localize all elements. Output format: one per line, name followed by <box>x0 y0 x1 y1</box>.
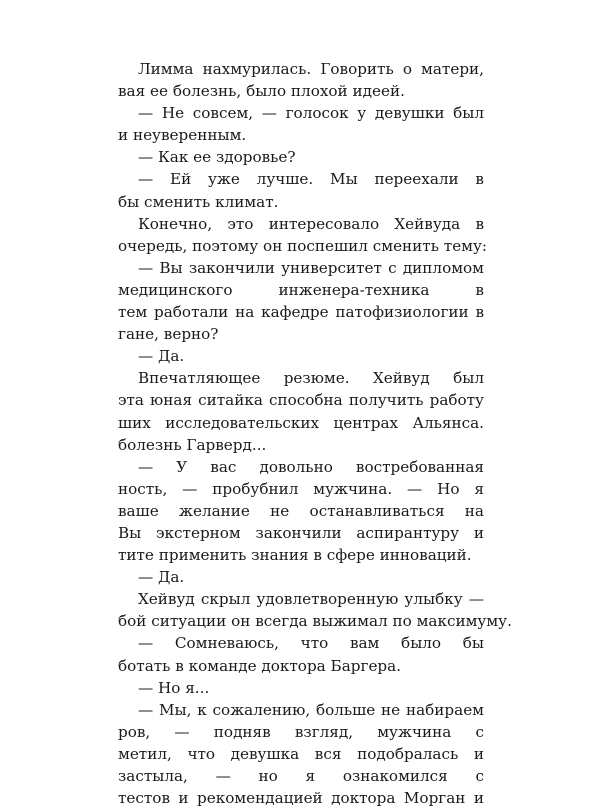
text-line: гане, верно? <box>118 325 219 344</box>
text-line: застыла, — но я ознакомился с <box>118 767 484 785</box>
text-line: ров, — подняв взгляд, мужчина с <box>118 722 484 741</box>
text-line: очередь, поэтому он поспешил сменить тему: <box>118 236 488 255</box>
text-line: ваше желание не останавливаться на <box>118 501 484 520</box>
text-line: Впечатляющее резюме. Хейвуд был <box>138 369 484 388</box>
text-line: — Сомневаюсь, что вам было бы <box>138 634 484 653</box>
text-line: Лимма нахмурилась. Говорить о матери, <box>138 60 484 78</box>
text-line: болезнь Гарверд... <box>118 435 267 454</box>
text-line: Хейвуд скрыл удовлетворенную улыбку — <box>138 590 484 609</box>
text-line: — Но я... <box>138 678 210 697</box>
text-line: Конечно, это интересовало Хейвуда в <box>138 214 484 233</box>
text-line: и неуверенным. <box>118 126 247 145</box>
text-line: тите применить знания в сфере инноваций. <box>118 546 472 565</box>
text-line: — Вы закончили университет с дипломом <box>138 258 484 277</box>
text-line: ботать в команде доктора Баргера. <box>118 656 402 675</box>
text-line: медицинского инженера-техника в <box>118 280 484 299</box>
text-line: вая ее болезнь, было плохой идеей. <box>118 82 405 101</box>
text-line: ность, — пробубнил мужчина. — Но я <box>118 479 484 498</box>
text-line: — Да. <box>138 347 185 366</box>
text-line: ших исследовательских центрах Альянса. <box>118 413 484 432</box>
text-line: бы сменить климат. <box>118 192 279 211</box>
text-line: тем работали на кафедре патофизиологии в <box>118 303 484 322</box>
text-line: — У вас довольно востребованная <box>138 457 484 476</box>
text-line: — Ей уже лучше. Мы переехали в <box>138 170 484 189</box>
text-line: Вы экстерном закончили аспирантуру и <box>118 523 484 542</box>
text-line: — Не совсем, — голосок у девушки был <box>138 104 484 123</box>
text-line: тестов и рекомендацией доктора Морган и <box>118 789 484 808</box>
text-line: бой ситуации он всегда выжимал по максимуму. <box>118 612 512 631</box>
text-line: — Как ее здоровье? <box>138 148 296 167</box>
text-line: метил, что девушка вся подобралась и <box>118 744 484 763</box>
body-text <box>118 58 512 809</box>
text-line: эта юная ситайка способна получить работу <box>118 391 484 410</box>
text-line: — Да. <box>138 568 185 587</box>
text-line: — Мы, к сожалению, больше не набираем <box>138 700 484 719</box>
